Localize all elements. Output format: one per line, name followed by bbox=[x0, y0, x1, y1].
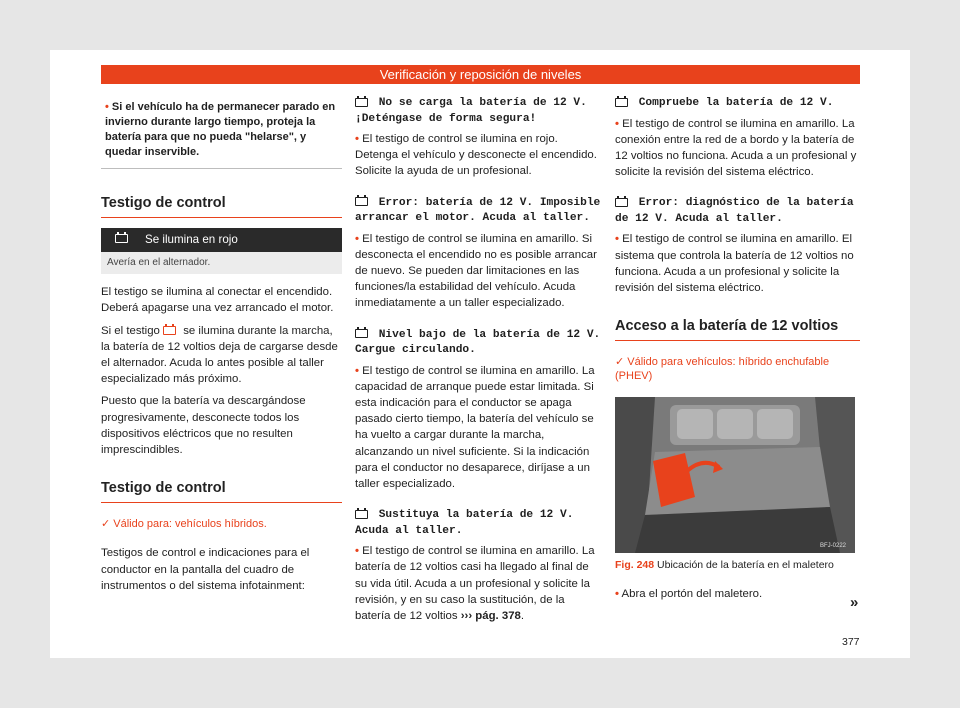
paragraph-1: El testigo se ilumina al conectar el encendido. Deberá apagarse una vez arrancado el motor. bbox=[101, 286, 334, 315]
message-2 bbox=[355, 196, 603, 227]
message-6-desc-text: El testigo de control se ilumina en amarillo. El sistema que controla la batería de 12 voltios no funciona. Acuda a un profesional y solicite la revisión del sistema eléctrico. bbox=[615, 233, 854, 294]
figure-caption-text: Ubicación de la batería en el maletero bbox=[657, 559, 834, 572]
paragraph-4: Testigos de control e indicaciones para el conductor en la pantalla del cuadro de instrumentos o del sistema infotainment: bbox=[101, 547, 310, 592]
validity-text: Válido para: vehículos híbridos. bbox=[113, 518, 267, 531]
message-6-text: Error: diagnóstico de la batería de 12 V. Acuda al taller. bbox=[615, 197, 854, 225]
bullet-icon: • bbox=[105, 101, 109, 113]
message-2-text: Error: batería de 12 V. Imposible arrancar el motor. Acuda al taller. bbox=[355, 196, 601, 225]
battery-warning-icon bbox=[355, 197, 368, 206]
bullet-icon: • bbox=[355, 364, 359, 377]
battery-warning-icon bbox=[615, 198, 628, 207]
message-3-desc bbox=[355, 363, 603, 493]
paragraph-2-end: se ilumina durante la marcha, la batería de 12 voltios deja de cargarse desde el alternador. Acuda lo antes posible al taller especializado más próximo. bbox=[101, 324, 338, 386]
bullet-icon: • bbox=[615, 588, 619, 601]
battery-warning-icon bbox=[163, 326, 176, 335]
message-5-desc bbox=[615, 116, 860, 181]
message-1-desc-text: El testigo de control se ilumina en rojo. Detenga el vehículo y desconecte el encendido. Solicite la ayuda de un profesional. bbox=[355, 133, 597, 178]
validity-note bbox=[101, 517, 342, 531]
message-4-desc-end: . bbox=[520, 610, 525, 623]
bullet-icon: • bbox=[615, 233, 619, 246]
message-1 bbox=[355, 96, 603, 127]
message-5 bbox=[615, 96, 860, 112]
column-left bbox=[101, 96, 342, 600]
battery-warning-icon bbox=[355, 98, 368, 107]
validity-note-phev bbox=[615, 355, 860, 383]
message-6 bbox=[615, 196, 860, 227]
message-4-text: Sustituya la batería de 12 V. Acuda al taller. bbox=[355, 509, 574, 537]
step-1 bbox=[615, 586, 860, 602]
bullet-icon: • bbox=[355, 133, 359, 145]
lamp-bar-red bbox=[101, 228, 342, 252]
message-2-desc bbox=[355, 231, 603, 312]
bullet-icon: • bbox=[355, 545, 359, 558]
paragraph-2-start: Si el testigo bbox=[101, 324, 160, 337]
lamp-bar-subtext: Avería en el alternador. bbox=[101, 252, 342, 274]
message-2-desc-text: El testigo de control se ilumina en amarillo. Si desconecta el encendido no es posible arrancar de nuevo. Se pueden dar limitaciones en las funciones/la estabilidad del vehículo. Acuda inmediatamente a un taller especializado. bbox=[355, 232, 597, 310]
battery-warning-icon bbox=[355, 329, 368, 338]
figure-code: BFJ-0222 bbox=[820, 543, 847, 550]
message-5-desc-text: El testigo de control se ilumina en amarillo. La conexión entre la red de a bordo y la batería de 12 voltios no funciona. Acuda a un profesional y solicite la revisión del sistema eléctrico. bbox=[615, 117, 857, 179]
column-middle bbox=[355, 96, 603, 630]
message-5-text: Compruebe la batería de 12 V. bbox=[638, 97, 834, 109]
section-title-control-lamp-2: Testigo de control bbox=[101, 480, 342, 503]
bullet-icon: • bbox=[355, 232, 359, 245]
message-1-desc bbox=[355, 131, 603, 180]
message-4 bbox=[355, 508, 603, 539]
winter-note bbox=[101, 96, 342, 169]
page-reference-link[interactable]: ››› pág. 378 bbox=[460, 610, 521, 623]
message-4-desc-text: El testigo de control se ilumina en amarillo. La batería de 12 voltios casi ha llegado al final de su vida útil. Acuda a un profesional y solicite la revisión, y en su caso la sustitución, de la batería de 12 voltios bbox=[355, 545, 595, 623]
column-right bbox=[615, 96, 860, 609]
paragraph-3: Puesto que la batería va descargándose progresivamente, desconecte todos los dispositivos eléctricos que no resulten imprescindibles. bbox=[101, 395, 306, 457]
message-1-text: No se carga la batería de 12 V. ¡Deténgase de forma segura! bbox=[355, 97, 587, 125]
validity-phev-text: Válido para vehículos: híbrido enchufable (PHEV) bbox=[615, 356, 830, 383]
check-icon: ✓ bbox=[615, 356, 625, 369]
message-4-desc bbox=[355, 543, 603, 624]
continue-mark: » bbox=[850, 594, 859, 611]
figure-number: Fig. 248 bbox=[615, 559, 655, 572]
section-title-battery-access: Acceso a la batería de 12 voltios bbox=[615, 318, 860, 341]
paragraph-2 bbox=[101, 323, 342, 388]
page-number: 377 bbox=[842, 636, 860, 648]
figure-caption bbox=[615, 559, 860, 572]
message-6-desc bbox=[615, 231, 860, 296]
battery-warning-icon bbox=[115, 234, 128, 243]
trunk-figure bbox=[615, 397, 855, 553]
bullet-icon: • bbox=[615, 117, 619, 130]
battery-warning-icon bbox=[615, 98, 628, 107]
message-3 bbox=[355, 328, 603, 359]
step-1-text: Abra el portón del maletero. bbox=[621, 588, 763, 601]
message-3-desc-text: El testigo de control se ilumina en amarillo. La capacidad de arranque puede estar limitada. Si esta indicación para el conductor se apaga pasado cierto tiempo, la batería del vehículo se ha vuelto a cargar durante la marcha, alcanzando un nivel suficiente. Si la indicación para el conductor no desaparece, diríjase a un taller especializado. bbox=[355, 364, 595, 491]
message-3-text: Nivel bajo de la batería de 12 V. Cargue circulando. bbox=[355, 328, 601, 357]
lamp-bar-label: Se ilumina en rojo bbox=[145, 233, 238, 247]
check-icon: ✓ bbox=[101, 518, 111, 531]
winter-note-text: Si el vehículo ha de permanecer parado en invierno durante largo tiempo, proteja la batería para que no pueda "helarse", y quedar inservible. bbox=[105, 101, 336, 158]
page-header: Verificación y reposición de niveles bbox=[101, 65, 860, 84]
trunk-illustration bbox=[615, 397, 855, 553]
battery-warning-icon bbox=[355, 510, 368, 519]
section-title-control-lamp: Testigo de control bbox=[101, 195, 342, 218]
